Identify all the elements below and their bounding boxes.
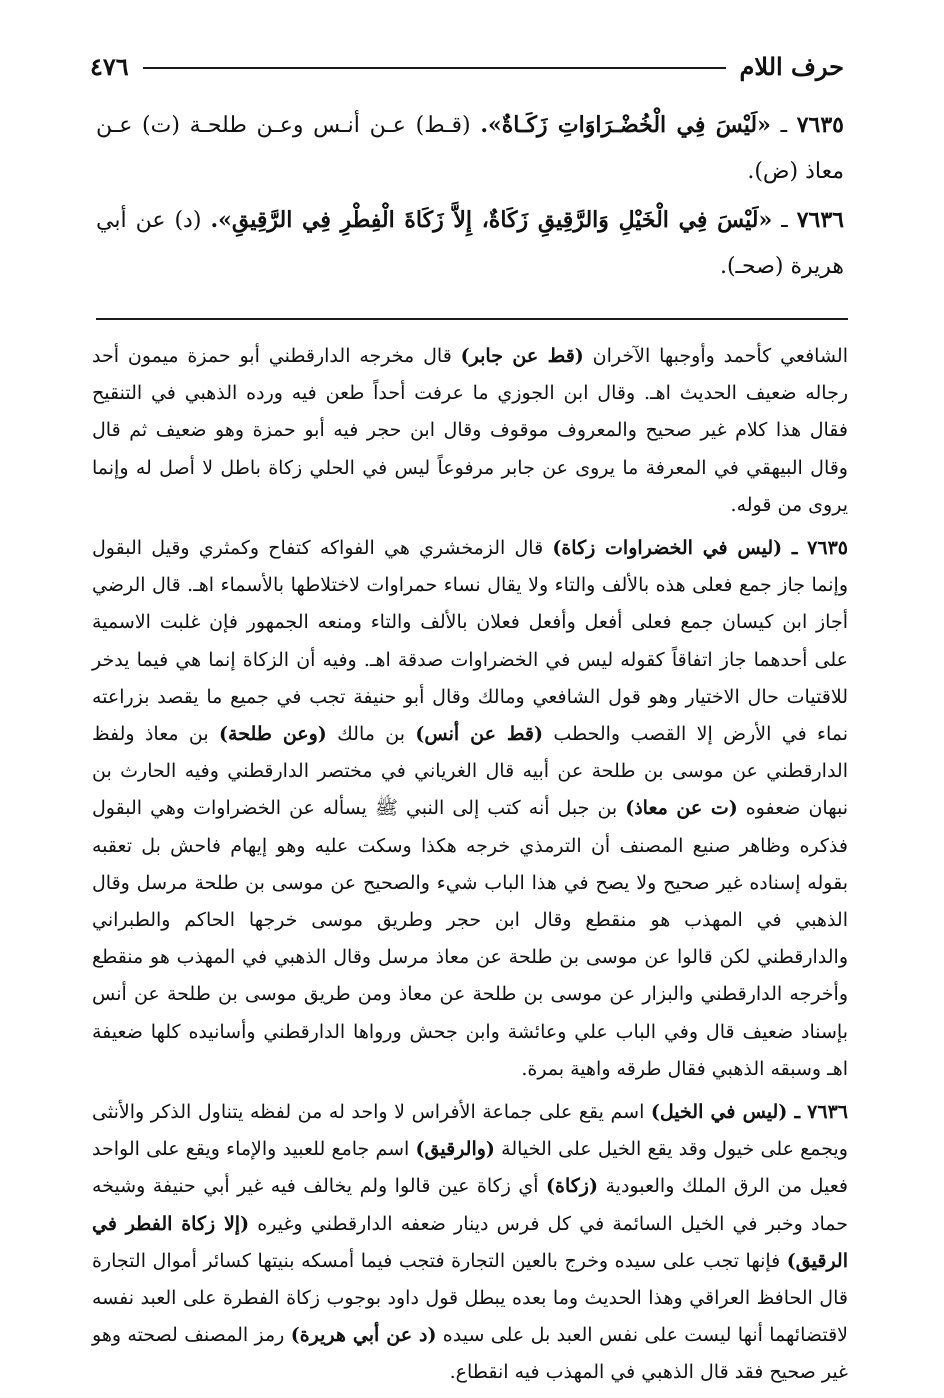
chapter-title: حرف اللام	[739, 51, 844, 81]
hadith-text-block	[96, 102, 844, 292]
source-reference: (د عن أبي هريرة)	[290, 1324, 437, 1347]
commentary-lemma: (والرقيق)	[415, 1138, 495, 1161]
commentary-number: ٧٦٣٦ ـ	[787, 1101, 848, 1124]
hadith-number: ٧٦٣٦	[796, 207, 844, 233]
running-header	[90, 46, 844, 86]
commentary-lemma: (إلا زكاة الفطر في الرقيق)	[92, 1212, 848, 1272]
commentary-block	[92, 338, 848, 1398]
page-number: ٤٧٦	[90, 51, 129, 81]
hadith-sources: (د) عن أبي هريرة (صحـ).	[96, 208, 844, 279]
footnote-separator	[96, 318, 848, 320]
source-reference: (قط عن أنس)	[415, 723, 543, 746]
commentary-number: ٧٦٣٥ ـ	[782, 537, 848, 560]
commentary-lemma: (ليس في الخيل)	[650, 1101, 788, 1124]
hadith-7635: ٧٦٣٥ ـ «لَيْسَ فِي الْخُضْـرَاوَاتِ زَكَـاةٌ». (قـط) عـن أنـس وعـن طلحـة (ت) عـن معاذ (ض).	[96, 112, 844, 184]
commentary-lemma: (ليس في الخضراوات زكاة)	[552, 537, 783, 560]
source-reference: (ت عن معاذ)	[625, 797, 738, 820]
commentary-paragraph-1: الشافعي كأحمد وأوجبها الآخران (قط عن جابر) قال مخرجه الدارقطني أبو حمزة ميمون أحد رجاله ضعيف الحديث اهـ. وقال ابن الجوزي ما عرفت أحداً طعن فيه ورده الذهبي في التنقيح فقال هذا كلام غير صحيح والمعروف موقوف وقال ابن حجر فيه أبو حمزة وهو ضعيف ثم قال وقال البيهقي في المعرفة ما يروى عن جابر مرفوعاً ليس في الحلي زكاة باطل لا أصل له وإنما يروى من قوله.	[92, 345, 848, 516]
commentary-paragraph-7636: ٧٦٣٦ ـ (ليس في الخيل) اسم يقع على جماعة الأفراس لا واحد له من لفظه يتناول الذكر والأنثى ويجمع على خيول وقد يقع الخيل على الخيالة (والرقيق) اسم جامع للعبيد والإماء ويقع على الواحد فعيل من الرق الملك والعبودية (زكاة) أي زكاة عين قالوا ولم يخالف فيه غير أبي حنيفة وشيخه حماد وخبر في الخيل السائمة في كل فرس دينار ضعفه الدارقطني وغيره (إلا زكاة الفطر في الرقيق) فإنها تجب على سيده وخرج بالعين التجارة فتجب فيما أمسكه بنيتها كسائر أموال التجارة قال الحافظ العراقي وهذا الحديث وما بعده يبطل قول داود بوجوب زكاة الفطرة على العبد نفسه لاقتضائهما أنها ليست على نفس العبد بل على سيده (د عن أبي هريرة) رمز المصنف لصحته وهو غير صحيح فقد قال الذهبي في المهذب فيه انقطاع.	[92, 1101, 849, 1384]
commentary-lemma: (زكاة)	[546, 1175, 598, 1198]
hadith-7636: ٧٦٣٦ ـ «لَيْسَ فِي الْخَيْلِ وَالرَّقِيقِ زَكَاةٌ، إِلاَّ زَكَاةَ الْفِطْرِ فِي الرَّقِيقِ». (د) عن أبي هريرة (صحـ).	[96, 207, 844, 279]
source-reference: (قط عن جابر)	[460, 345, 584, 367]
hadith-matn: «لَيْسَ فِي الْخُضْـرَاوَاتِ زَكَـاةٌ».	[480, 112, 771, 138]
hadith-matn: «لَيْسَ فِي الْخَيْلِ وَالرَّقِيقِ زَكَاةٌ، إِلاَّ زَكَاةَ الْفِطْرِ فِي الرَّقِيقِ».	[210, 207, 773, 233]
source-reference: (وعن طلحة)	[219, 723, 327, 746]
hadith-sources: (قـط) عـن أنـس وعـن طلحـة (ت) عـن معاذ (ض).	[96, 113, 844, 184]
hadith-number: ٧٦٣٥	[796, 112, 844, 138]
header-rule	[143, 67, 726, 69]
commentary-paragraph-7635: ٧٦٣٥ ـ (ليس في الخضراوات زكاة) قال الزمخشري هي الفواكه كتفاح وكمثري وقيل البقول وإنما جاز جمع فعلى هذه بالألف والتاء ولا يقال نساء حمراوات لاختلاطها بالأسماء اهـ. قال الرضي أجاز ابن كيسان جمع فعلى أفعل وأفعل فعلان بالألف والتاء ومنعه الجمهور فإن غلبت الاسمية على أحدهما جاز اتفاقاً كقوله ليس في الخضراوات صدقة اهـ. وفيه أن الزكاة إنما هي فيما يدخر للاقتيات حال الاختيار وهو قول الشافعي ومالك وقال أبو حنيفة تجب في جميع ما يقصد بزراعته نماء في الأرض إلا القصب والحطب (قط عن أنس) بن مالك (وعن طلحة) بن معاذ ولفظ الدارقطني عن موسى بن طلحة عن أبيه قال الغرياني في مختصر الدارقطني وفيه الحارث بن نبهان ضعفوه (ت عن معاذ) بن جبل أنه كتب إلى النبي ﷺ يسأله عن الخضراوات وهي البقول فذكره وظاهر صنيع المصنف أن الترمذي خرجه هكذا وسكت عليه وهو إيهام فاحش بل تعقبه بقوله إسناده غير صحيح ولا يصح في هذا الباب شيء والصحيح عن موسى بن طلحة مرسل وقال الذهبي في المهذب هو منقطع وقال ابن حجر وطريق موسى خرجها الحاكم والطبراني والدارقطني لكن قالوا عن موسى بن طلحة عن معاذ مرسل وقال الذهبي في المهذب هو منقطع وأخرجه الدارقطني والبزار عن موسى بن طلحة عن معاذ ومن طريق موسى بن طلحة عن أنس بإسناد ضعيف قال وفي الباب علي وعائشة وابن جحش ورواها الدارقطني وأسانيده كلها ضعيفة اهـ وسبقه الذهبي فقال طرقه واهية بمرة.	[92, 537, 849, 1080]
